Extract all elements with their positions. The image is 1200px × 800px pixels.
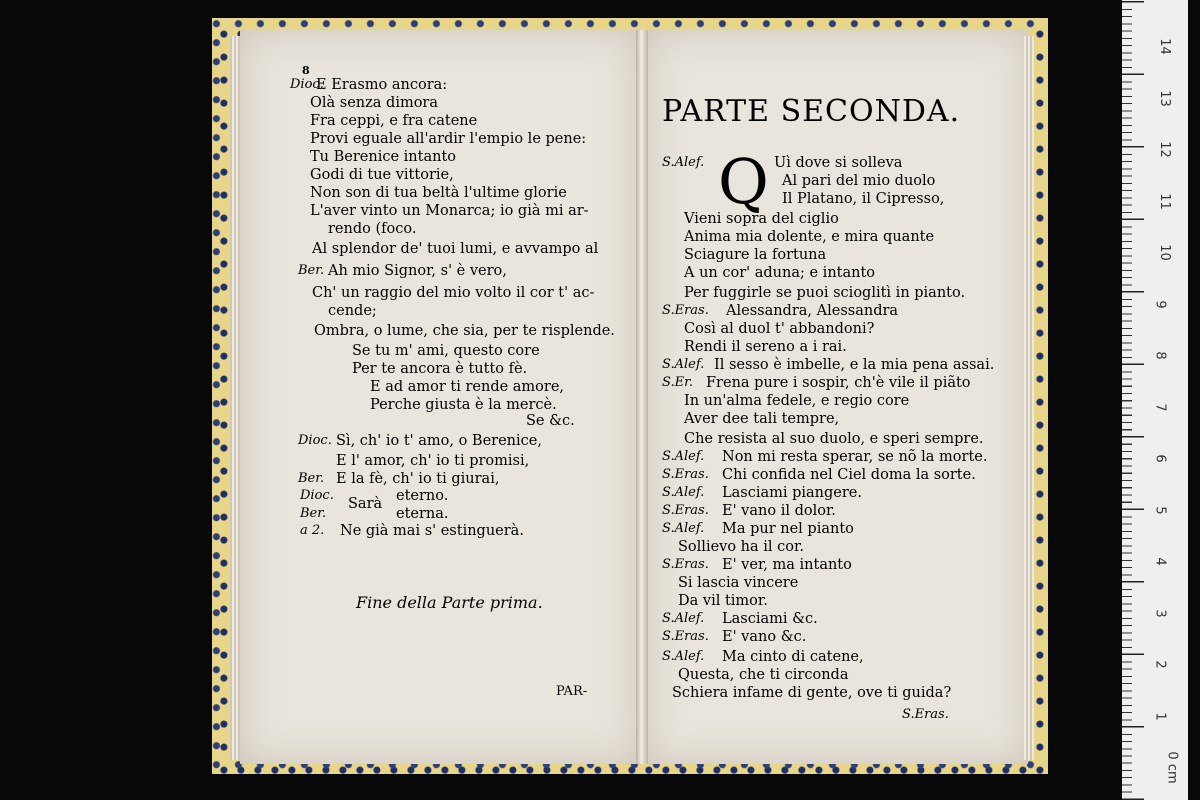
ruler-label: 5 (1152, 505, 1168, 515)
ruler-major-ticks (1122, 0, 1144, 800)
right-text-line: E' vano &c. (722, 629, 807, 645)
ruler-label: 7 (1152, 402, 1168, 412)
right-text-line: Uì dove si solleva (774, 155, 903, 171)
ruler-label: 12 (1156, 141, 1172, 158)
right-text-line: Lasciami piangere. (722, 485, 863, 501)
right-text-line: Si lascia vincere (678, 575, 799, 591)
page-number: 8 (302, 64, 310, 77)
ruler-label: 11 (1156, 192, 1172, 210)
left-text-line: eterno. (396, 488, 449, 504)
right-speaker-label: S.Alef. (662, 649, 705, 664)
right-text-line: Così al duol t' abbandoni? (684, 321, 875, 337)
ruler-label: 10 (1156, 244, 1172, 261)
right-speaker-label: S.Alef. (662, 485, 705, 500)
catchword-left: PAR- (556, 684, 588, 699)
right-text-line: Anima mia dolente, e mira quante (684, 229, 935, 245)
right-text-line: Aver dee tali tempre, (684, 411, 840, 427)
left-text-line: Fra ceppi, e fra catene (310, 113, 478, 129)
left-text-line: Ombra, o lume, che sia, per te risplende. (314, 323, 615, 339)
right-text-line: Al pari del mio duolo (782, 173, 936, 189)
end-note: Fine della Parte prima. (356, 593, 543, 612)
right-text-line: Rendi il sereno a i rai. (684, 339, 847, 355)
left-speaker-label: a 2. (300, 523, 325, 538)
right-speaker-label: S.Alef. (662, 357, 705, 372)
catchword-right: S.Eras. (902, 707, 949, 722)
right-text-line: Sollievo ha il cor. (678, 539, 804, 555)
left-text-line: L'aver vinto un Monarca; io già mi ar- (310, 203, 589, 219)
left-speaker-label: Dioc. (298, 433, 332, 448)
left-text-line: Ne già mai s' estinguerà. (340, 523, 524, 539)
ruler-label: 2 (1152, 660, 1168, 669)
left-text-line: Tu Berenice intanto (310, 149, 456, 165)
left-text-line: Se tu m' ami, questo core (352, 343, 540, 359)
book-gutter (636, 30, 648, 764)
right-text-line: Il Platano, il Cipresso, (782, 191, 945, 207)
left-speaker-label: Ber. (298, 471, 325, 486)
right-text-line: Sciagure la fortuna (684, 247, 827, 263)
left-text-line: Per te ancora è tutto fè. (352, 361, 528, 377)
left-text-line: E Erasmo ancora: (316, 77, 448, 93)
left-text-line: Non son di tua beltà l'ultime glorie (310, 185, 567, 201)
right-text-line: In un'alma fedele, e regio core (684, 393, 910, 409)
right-text-line: E' ver, ma intanto (722, 557, 852, 573)
right-speaker-label: S.Alef. (662, 611, 705, 626)
left-text-line: Ch' un raggio del mio volto il cor t' ac- (312, 285, 595, 301)
left-text-line: Perche giusta è la mercè. (370, 397, 557, 413)
left-text-line: eterna. (396, 506, 449, 522)
ruler-label: 8 (1152, 351, 1168, 360)
right-text-line: Questa, che ti circonda (678, 667, 849, 683)
right-text-line: Schiera infame di gente, ove ti guida? (672, 685, 952, 701)
right-text-line: Alessandra, Alessandra (726, 303, 899, 319)
ruler-label: 3 (1152, 608, 1168, 618)
right-text-line: Che resista al suo duolo, e speri sempre. (684, 431, 984, 447)
left-text-line: Godi di tue vittorie, (310, 167, 454, 183)
page-edges-right (1024, 36, 1034, 760)
left-speaker-label: Dioc. (290, 77, 324, 92)
right-speaker-label: S.Eras. (662, 467, 709, 482)
right-speaker-label: S.Alef. (662, 521, 705, 536)
right-speaker-label: S.Eras. (662, 629, 709, 644)
right-text-line: Ma cinto di catene, (722, 649, 864, 665)
left-text-line: rendo (foco. (328, 221, 417, 237)
right-text-line: Lasciami &c. (722, 611, 818, 627)
right-text-line: Ma pur nel pianto (722, 521, 854, 537)
left-text-line: Olà senza dimora (310, 95, 439, 111)
left-speaker-label: Ber. (298, 263, 325, 278)
ruler-label: 1 (1152, 711, 1168, 721)
left-text-line: Provi eguale all'ardir l'empio le pene: (310, 131, 587, 147)
ruler-label: 4 (1152, 557, 1168, 566)
right-speaker-label: S.Eras. (662, 503, 709, 518)
right-text-line: Chi confida nel Ciel doma la sorte. (722, 467, 976, 483)
left-text-line: Al splendor de' tuoi lumi, e avvampo al (312, 241, 599, 257)
ruler-label: 13 (1156, 89, 1172, 107)
right-speaker-label: S.Eras. (662, 303, 709, 318)
right-speaker-label: S.Eras. (662, 557, 709, 572)
left-text-line: E l' amor, ch' io ti promisi, (336, 453, 530, 469)
right-text-line: E' vano il dolor. (722, 503, 836, 519)
right-speaker-label: S.Alef. (662, 155, 705, 170)
right-text-line: Frena pure i sospir, ch'è vile il piãto (706, 375, 971, 391)
left-speaker-label: Dioc. (300, 488, 334, 503)
left-speaker-label: Ber. (300, 506, 327, 521)
drop-cap: Q (718, 145, 769, 218)
ruler-label: 6 (1152, 454, 1168, 463)
right-text-line: Per fuggirle se puoi scioglitì in pianto. (684, 285, 966, 301)
right-speaker-label: S.Er. (662, 375, 693, 390)
left-text-line: Sì, ch' io t' amo, o Berenice, (336, 433, 542, 449)
sara-label: Sarà (348, 496, 383, 512)
left-text-line: E la fè, ch' io ti giurai, (336, 471, 500, 487)
part-title: PARTE SECONDA. (662, 94, 961, 129)
left-text-line: cende; (328, 303, 377, 319)
ruler-label: 14 (1156, 38, 1172, 55)
left-text-line: Ah mio Signor, s' è vero, (328, 263, 507, 279)
right-speaker-label: S.Alef. (662, 449, 705, 464)
ruler-label: 9 (1152, 299, 1168, 309)
ruler-label: 0 cm (1164, 751, 1180, 784)
right-text-line: A un cor' aduna; e intanto (684, 265, 876, 281)
right-text-line: Vieni sopra del ciglio (684, 211, 839, 227)
right-text-line: Da vil timor. (678, 593, 768, 609)
right-text-line: Il sesso è imbelle, e la mia pena assai. (714, 357, 995, 373)
right-text-line: Non mi resta sperar, se nõ la morte. (722, 449, 988, 465)
left-text-line: E ad amor ti rende amore, (370, 379, 565, 395)
left-text-line: Se &c. (526, 413, 575, 429)
